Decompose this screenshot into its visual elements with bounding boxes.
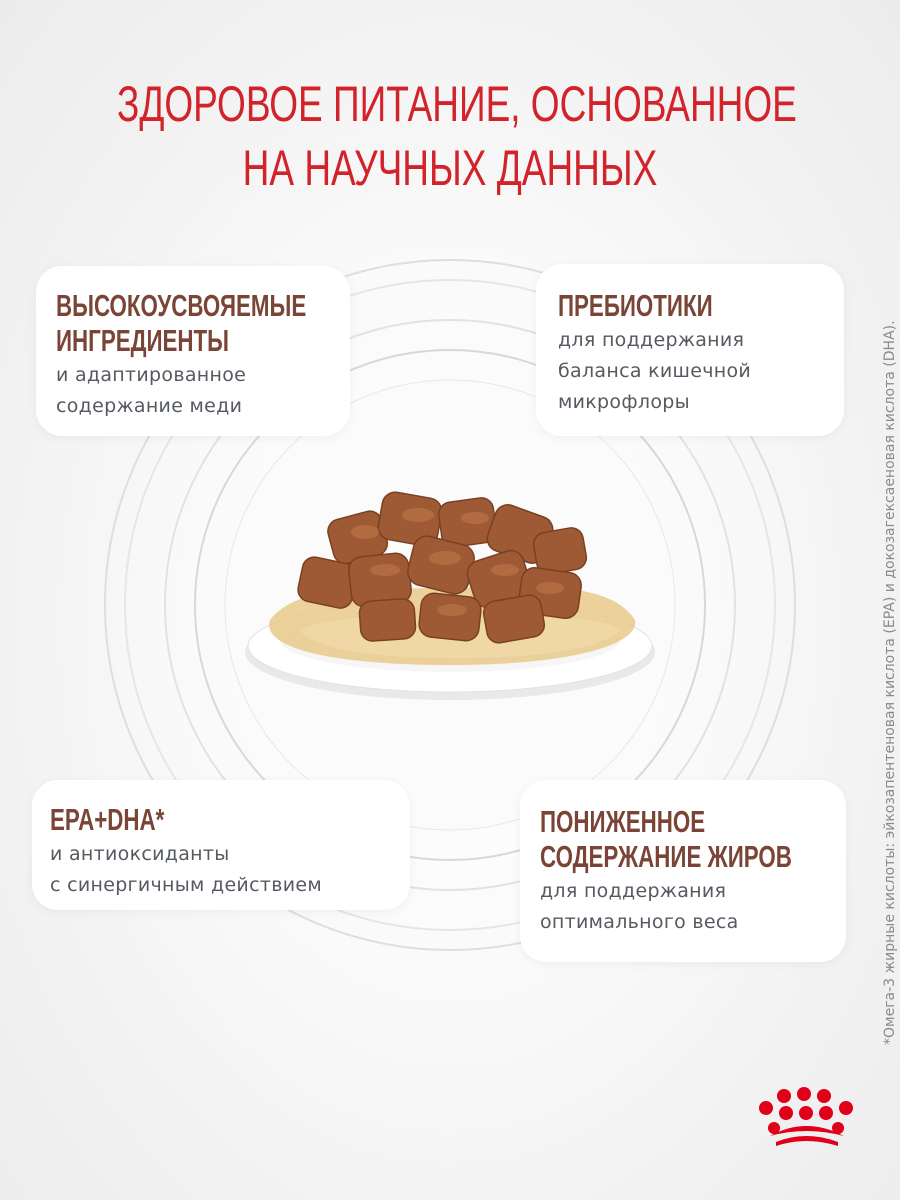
card-text: и антиоксиданты — [50, 843, 230, 865]
feature-card-digestible-ingredients — [36, 266, 350, 436]
card-text: для поддержания — [558, 329, 745, 351]
card-text: и адаптированное — [56, 364, 247, 386]
card-title: СОДЕРЖАНИЕ ЖИРОВ — [540, 839, 792, 874]
card-title: ПРЕБИОТИКИ — [558, 288, 713, 323]
card-text: баланса кишечной — [558, 360, 752, 382]
page-title-line-2: НА НАУЧНЫХ ДАННЫХ — [242, 140, 658, 196]
page-title-line-1: ЗДОРОВОЕ ПИТАНИЕ, ОСНОВАННОЕ — [117, 76, 797, 132]
card-text: для поддержания — [540, 880, 727, 902]
feature-card-prebiotics — [536, 264, 844, 436]
feature-card-epa-dha — [32, 780, 410, 910]
card-text: содержание меди — [56, 395, 243, 417]
feature-card-reduced-fat — [520, 780, 846, 962]
food-plate-image — [240, 470, 660, 720]
card-text: микрофлоры — [558, 391, 690, 413]
footnote: *Омега-3 жирные кислоты: эйкозапентеновая кислота (EPA) и докозагексаеновая кислота (DHA). — [882, 320, 898, 1045]
card-title: ПОНИЖЕННОЕ — [540, 804, 706, 839]
card-title: ВЫСОКОУСВОЯЕМЫЕ — [56, 288, 307, 323]
page-title — [117, 72, 797, 200]
card-text: оптимального веса — [540, 911, 739, 933]
card-title: ИНГРЕДИЕНТЫ — [56, 323, 230, 358]
card-text: с синергичным действием — [50, 874, 322, 896]
crown-logo-icon — [752, 1086, 868, 1156]
card-title: EPA+DHA* — [50, 802, 165, 837]
